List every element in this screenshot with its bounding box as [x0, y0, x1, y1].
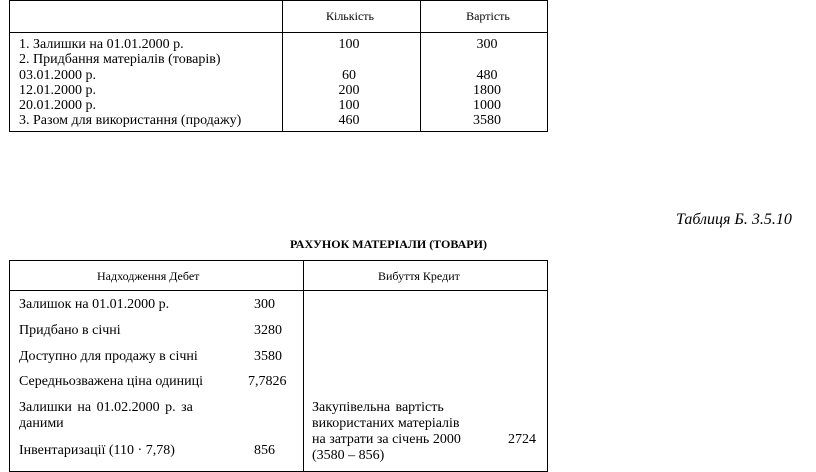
account-title: РАХУНОК МАТЕРІАЛИ (ТОВАРИ)	[290, 237, 487, 251]
debit-row-value: 3280	[254, 323, 282, 338]
credit-text-line: на затрати за січень 2000	[312, 432, 461, 447]
column-divider	[282, 1, 283, 131]
row-label: 20.01.2000 р.	[19, 98, 96, 113]
row-value: 300	[476, 37, 498, 52]
row-label: 2. Придбання матеріалів (товарів)	[19, 52, 221, 67]
credit-text-line: (3580 – 856)	[312, 448, 385, 463]
row-quantity: 200	[338, 83, 360, 98]
debit-row-label: Доступно для продажу в січні	[19, 349, 198, 364]
row-quantity: 460	[338, 113, 360, 128]
debit-row-label: Залишок на 01.01.2000 р.	[19, 297, 170, 312]
row-label: 03.01.2000 р.	[19, 68, 96, 83]
header-value: Вартість	[466, 9, 510, 23]
debit-row-label: Інвентаризації (110 · 7,78)	[19, 443, 175, 458]
row-quantity: 100	[338, 37, 360, 52]
header-divider	[10, 32, 547, 33]
row-quantity: 100	[338, 98, 360, 113]
row-value: 1000	[473, 98, 501, 113]
debit-row-label: Середньозважена ціна одиниці	[19, 374, 203, 389]
debit-row-value: 300	[254, 297, 275, 312]
debit-row-value: 7,7826	[248, 374, 287, 389]
row-label: 3. Разом для використання (продажу)	[19, 113, 242, 128]
row-label: 1. Залишки на 01.01.2000 р.	[19, 37, 184, 52]
credit-text-line: використаних матеріалів	[312, 416, 460, 431]
inventory-summary-table	[9, 0, 548, 132]
row-label: 12.01.2000 р.	[19, 83, 96, 98]
debit-row-label-cont: даними	[19, 416, 64, 431]
row-value: 1800	[473, 83, 501, 98]
column-divider	[420, 1, 421, 131]
debit-row-value: 3580	[254, 349, 282, 364]
debit-row-label: Придбано в січні	[19, 323, 121, 338]
row-value: 3580	[473, 113, 501, 128]
row-value: 480	[476, 68, 498, 83]
row-quantity: 60	[342, 68, 356, 83]
credit-text-line: Закупівельна вартість	[312, 400, 444, 415]
debit-row-label: Залишки на 01.02.2000 р. за	[19, 400, 193, 415]
header-divider	[10, 290, 547, 291]
header-credit: Вибуття Кредит	[378, 269, 460, 283]
column-divider	[303, 261, 304, 471]
account-t-table	[9, 260, 548, 472]
header-debit: Надходження Дебет	[97, 269, 200, 283]
credit-value: 2724	[508, 432, 536, 447]
table-caption: Таблиця Б. 3.5.10	[676, 211, 792, 228]
header-quantity: Кількість	[325, 9, 374, 23]
debit-row-value: 856	[254, 443, 275, 458]
